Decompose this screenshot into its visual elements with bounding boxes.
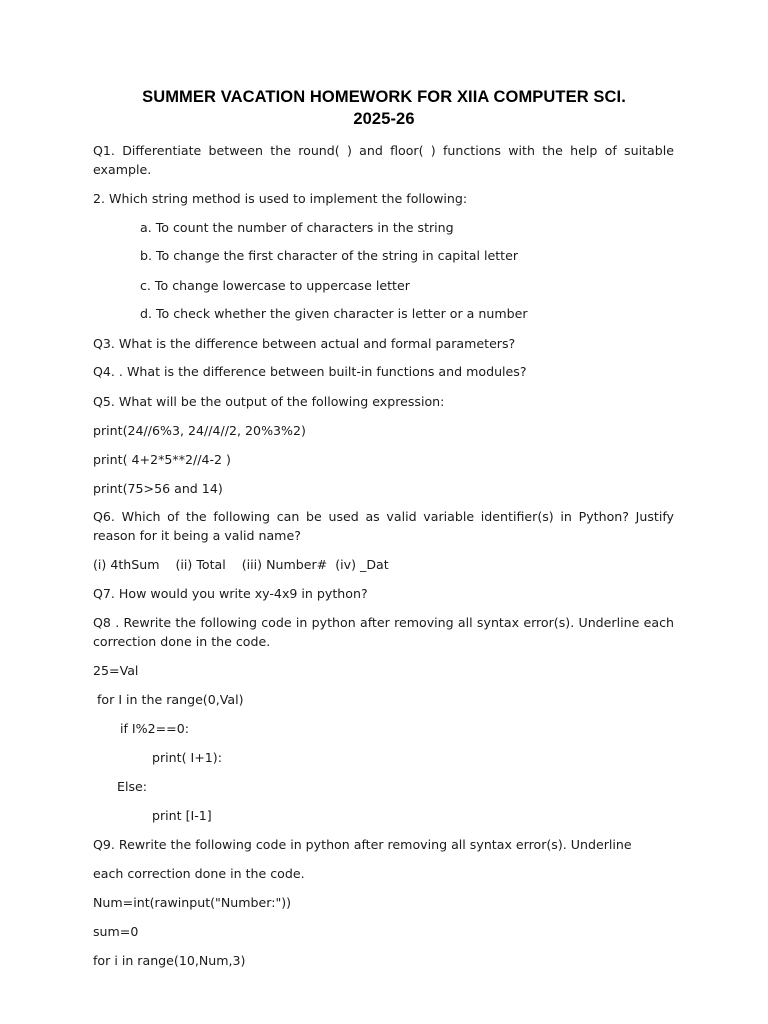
q2-option-c: c. To change lowercase to uppercase letter — [140, 278, 410, 293]
q8-line2: correction done in the code. — [93, 634, 271, 649]
q9-code-line-1: Num=int(rawinput("Number:")) — [93, 895, 292, 910]
q6-line1: Q6. Which of the following can be used as valid variable identifier(s) in Python? Justify — [93, 509, 674, 524]
q8-code-line-2: for I in the range(0,Val) — [97, 692, 244, 707]
q5-stem: Q5. What will be the output of the following expression: — [93, 394, 445, 409]
q1-line1: Q1. Differentiate between the round( ) and floor( ) functions with the help of suitable — [93, 143, 674, 158]
q8-line1: Q8 . Rewrite the following code in python after removing all syntax error(s). Underline each — [93, 615, 674, 630]
q2-option-b: b. To change the first character of the string in capital letter — [140, 248, 518, 263]
q8-code-line-1: 25=Val — [93, 663, 139, 678]
q4-text: Q4. . What is the difference between built-in functions and modules? — [93, 364, 527, 379]
q8-code-line-4: print( I+1): — [152, 750, 222, 765]
q9-code-line-3: for i in range(10,Num,3) — [93, 953, 246, 968]
document-title: SUMMER VACATION HOMEWORK FOR XIIA COMPUTER SCI. — [142, 88, 626, 106]
q5-expression-1: print(24//6%3, 24//4//2, 20%3%2) — [93, 423, 306, 438]
q5-expression-2: print( 4+2*5**2//4-2 ) — [93, 452, 231, 467]
q2-option-a: a. To count the number of characters in the string — [140, 220, 454, 235]
q8-code-line-5: Else: — [117, 779, 148, 794]
q2-option-d: d. To check whether the given character is letter or a number — [140, 306, 528, 321]
q8-code-line-3: if I%2==0: — [120, 721, 189, 736]
q3-text: Q3. What is the difference between actual and formal parameters? — [93, 336, 516, 351]
q5-expression-3: print(75>56 and 14) — [93, 481, 223, 496]
q1-line2: example. — [93, 162, 152, 177]
q8-code-line-6: print [I-1] — [152, 808, 212, 823]
document-year: 2025-26 — [353, 110, 415, 128]
q2-stem: 2. Which string method is used to implement the following: — [93, 191, 468, 206]
q9-code-line-2: sum=0 — [93, 924, 139, 939]
q9-line2: each correction done in the code. — [93, 866, 305, 881]
q6-options: (i) 4thSum (ii) Total (iii) Number# (iv) _Dat — [93, 557, 389, 572]
q6-line2: reason for it being a valid name? — [93, 528, 301, 543]
q9-line1: Q9. Rewrite the following code in python after removing all syntax error(s). Underline — [93, 837, 632, 852]
q7-text: Q7. How would you write xy-4x9 in python? — [93, 586, 368, 601]
